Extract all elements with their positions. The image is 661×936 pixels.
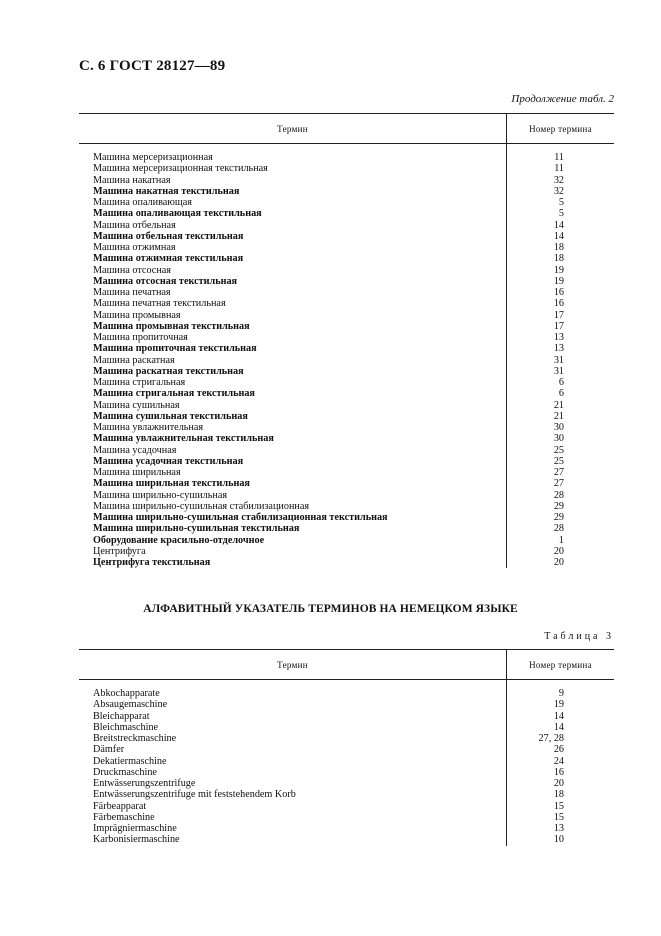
table-row — [79, 557, 614, 568]
term-cell: Машина увлажнительная — [93, 422, 204, 433]
term-cell: Машина накатная текстильная — [93, 185, 240, 197]
term-number-cell: 19 — [507, 276, 615, 287]
term-cell: Машина раскатная текстильная — [93, 365, 244, 377]
term-number-cell: 28 — [507, 490, 615, 501]
section-title: АЛФАВИТНЫЙ УКАЗАТЕЛЬ ТЕРМИНОВ НА НЕМЕЦКОМ ЯЗЫКЕ — [143, 603, 518, 615]
term-number-cell: 5 — [507, 197, 615, 208]
table-row — [79, 711, 614, 722]
term-number-cell: 6 — [507, 388, 615, 399]
term-number-cell: 29 — [507, 512, 615, 523]
term-number-cell: 14 — [507, 722, 615, 733]
term-number-cell: 32 — [507, 175, 615, 186]
term-number-cell: 11 — [507, 152, 615, 163]
term-number-cell: 17 — [507, 310, 615, 321]
term-cell: Bleichmaschine — [93, 721, 159, 733]
term-cell: Abkochapparate — [93, 688, 160, 699]
term-number-cell: 14 — [507, 220, 615, 231]
table-row — [79, 789, 614, 800]
table-row — [79, 478, 614, 489]
table-row — [79, 175, 614, 186]
term-cell: Машина ширильная — [93, 467, 181, 478]
term-cell: Машина печатная — [93, 287, 171, 298]
table-row — [79, 722, 614, 733]
table-row — [79, 186, 614, 197]
term-number-cell: 10 — [507, 834, 615, 845]
table-row — [79, 310, 614, 321]
term-cell: Машина отбельная текстильная — [93, 230, 244, 242]
term-cell: Центрифуга текстильная — [93, 557, 211, 568]
term-number-cell: 17 — [507, 321, 615, 332]
term-cell: Машина ширильная текстильная — [93, 478, 250, 490]
term-cell: Машина сушильная текстильная — [93, 410, 248, 422]
table-row — [79, 411, 614, 422]
term-cell: Оборудование красильно-отделочное — [93, 534, 265, 546]
term-number-cell: 19 — [507, 265, 615, 276]
term-number-cell: 13 — [507, 332, 615, 343]
table-row — [79, 433, 614, 444]
table-row — [79, 456, 614, 467]
table-row — [79, 377, 614, 388]
term-cell: Машина мерсеризационная текстильная — [93, 163, 268, 175]
table-row — [79, 321, 614, 332]
column-header-term: Термин — [79, 114, 507, 144]
term-cell: Машина промывная — [93, 309, 181, 321]
term-cell: Машина накатная — [93, 174, 171, 186]
term-cell: Машина отсосная текстильная — [93, 275, 238, 287]
table-row — [79, 276, 614, 287]
term-number-cell: 9 — [507, 688, 615, 699]
term-number-cell: 21 — [507, 400, 615, 411]
page-header: С. 6 ГОСТ 28127—89 — [79, 58, 226, 74]
term-number-cell: 6 — [507, 377, 615, 388]
table-row — [79, 422, 614, 433]
term-number-cell: 21 — [507, 411, 615, 422]
term-cell: Entwässerungszentrifuge — [93, 778, 196, 789]
table-row — [79, 400, 614, 411]
term-cell: Bleichapparat — [93, 710, 150, 722]
term-number-cell: 30 — [507, 422, 615, 433]
term-cell: Druckmaschine — [93, 766, 157, 778]
term-number-cell: 14 — [507, 231, 615, 242]
table-row — [79, 197, 614, 208]
term-cell: Машина отжимная текстильная — [93, 253, 244, 265]
term-number-cell: 16 — [507, 298, 615, 309]
table-row — [79, 445, 614, 456]
table-row — [79, 733, 614, 744]
term-cell: Absaugemaschine — [93, 699, 168, 711]
table-row — [79, 823, 614, 834]
term-cell: Машина печатная текстильная — [93, 298, 226, 310]
table-row — [79, 220, 614, 231]
spacer-row — [79, 144, 614, 153]
table-row — [79, 366, 614, 377]
term-number-cell: 13 — [507, 823, 615, 834]
term-number-cell: 32 — [507, 186, 615, 197]
term-cell: Машина усадочная текстильная — [93, 455, 244, 467]
term-number-cell: 20 — [507, 546, 615, 557]
table-row — [79, 490, 614, 501]
table-row — [79, 332, 614, 343]
table-row — [79, 388, 614, 399]
table-row — [79, 501, 614, 512]
table-row — [79, 688, 614, 699]
table-row — [79, 523, 614, 534]
term-cell: Машина опаливающая текстильная — [93, 208, 262, 220]
term-cell: Машина усадочная — [93, 444, 177, 456]
table-row — [79, 163, 614, 174]
term-cell: Машина промывная текстильная — [93, 320, 250, 332]
term-cell: Машина сушильная — [93, 399, 180, 411]
term-number-cell: 24 — [507, 756, 615, 767]
table-row — [79, 152, 614, 163]
spacer-row — [79, 680, 614, 689]
table-row — [79, 767, 614, 778]
term-cell: Dämfer — [93, 744, 125, 756]
column-header-number: Номер термина — [507, 114, 615, 144]
table-row — [79, 744, 614, 755]
term-cell: Färbeapparat — [93, 800, 147, 812]
table-row — [79, 699, 614, 710]
term-cell: Машина отжимная — [93, 242, 176, 253]
term-cell: Karbonisiermaschine — [93, 834, 180, 846]
table-row — [79, 467, 614, 478]
term-number-cell: 26 — [507, 744, 615, 755]
table-row — [79, 801, 614, 812]
term-number-cell: 31 — [507, 366, 615, 377]
term-number-cell: 20 — [507, 778, 615, 789]
term-cell: Центрифуга — [93, 545, 146, 557]
term-number-cell: 27 — [507, 478, 615, 489]
term-number-cell: 28 — [507, 523, 615, 534]
term-cell: Машина пропиточная — [93, 332, 188, 343]
term-cell: Машина стригальная текстильная — [93, 388, 255, 400]
term-cell: Entwässerungszentrifuge mit feststehendem Korb — [93, 789, 296, 801]
term-number-cell: 27 — [507, 467, 615, 478]
term-cell: Машина отсосная — [93, 264, 171, 276]
term-cell: Машина стригальная — [93, 377, 186, 388]
table-row — [79, 535, 614, 546]
term-cell: Dekatiermaschine — [93, 755, 167, 767]
term-number-cell: 16 — [507, 287, 615, 298]
table-row — [79, 253, 614, 264]
table-row — [79, 287, 614, 298]
table-row — [79, 298, 614, 309]
table-row — [79, 231, 614, 242]
german-terms-table — [79, 649, 614, 846]
term-number-cell: 30 — [507, 433, 615, 444]
term-number-cell: 29 — [507, 501, 615, 512]
continuation-note: Продолжение табл. 2 — [511, 93, 614, 105]
table-row — [79, 778, 614, 789]
term-number-cell: 19 — [507, 699, 615, 710]
table-row — [79, 546, 614, 557]
term-cell: Färbemaschine — [93, 811, 155, 823]
term-number-cell: 18 — [507, 242, 615, 253]
table-label: Таблица 3 — [544, 631, 614, 642]
term-cell: Машина ширильно-сушильная стабилизационная — [93, 500, 310, 512]
term-cell: Машина увлажнительная текстильная — [93, 433, 274, 445]
term-number-cell: 15 — [507, 812, 615, 823]
table-row — [79, 208, 614, 219]
term-number-cell: 1 — [507, 535, 615, 546]
term-number-cell: 5 — [507, 208, 615, 219]
table-row — [79, 812, 614, 823]
term-cell: Машина ширильно-сушильная текстильная — [93, 523, 300, 535]
term-cell: Машина раскатная — [93, 354, 175, 366]
column-header-term: Термин — [79, 650, 507, 680]
term-cell: Машина ширильно-сушильная стабилизационная текстильная — [93, 512, 388, 523]
table-row — [79, 242, 614, 253]
term-number-cell: 25 — [507, 456, 615, 467]
table-row — [79, 756, 614, 767]
term-cell: Машина ширильно-сушильная — [93, 489, 228, 501]
term-number-cell: 20 — [507, 557, 615, 568]
term-number-cell: 15 — [507, 801, 615, 812]
table-row — [79, 834, 614, 845]
term-number-cell: 27, 28 — [507, 733, 615, 744]
terms-table-continued — [79, 113, 614, 568]
term-number-cell: 31 — [507, 355, 615, 366]
column-header-number: Номер термина — [507, 650, 615, 680]
table-row — [79, 343, 614, 354]
term-number-cell: 14 — [507, 711, 615, 722]
table-row — [79, 355, 614, 366]
term-cell: Машина отбельная — [93, 219, 176, 231]
table-row — [79, 265, 614, 276]
term-number-cell: 16 — [507, 767, 615, 778]
term-cell: Imprägniermaschine — [93, 823, 177, 834]
term-cell: Breitstreckmaschine — [93, 733, 177, 744]
term-number-cell: 13 — [507, 343, 615, 354]
term-cell: Машина пропиточная текстильная — [93, 343, 257, 355]
table-row — [79, 512, 614, 523]
term-number-cell: 18 — [507, 253, 615, 264]
term-cell: Машина мерсеризационная — [93, 152, 213, 163]
term-number-cell: 18 — [507, 789, 615, 800]
term-number-cell: 25 — [507, 445, 615, 456]
term-cell: Машина опаливающая — [93, 197, 192, 208]
term-number-cell: 11 — [507, 163, 615, 174]
